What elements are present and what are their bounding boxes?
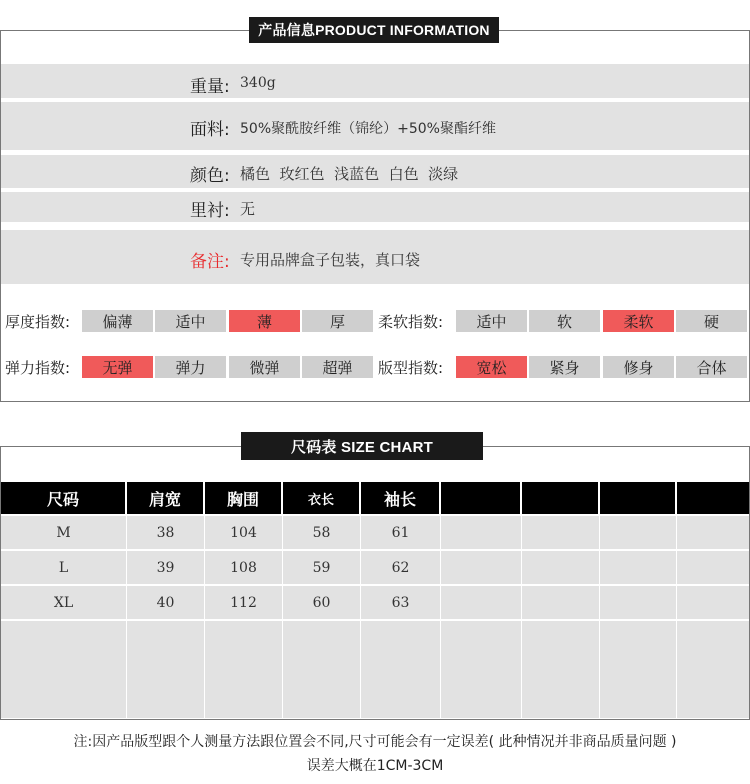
cell-empty	[283, 652, 361, 685]
cell-value: 59	[283, 551, 361, 584]
remark-label: 备注:	[190, 252, 230, 272]
cell-empty	[205, 685, 283, 718]
cell-empty	[283, 685, 361, 718]
header-size: 尺码	[1, 482, 127, 514]
cell-empty	[441, 685, 522, 718]
cell-empty	[361, 621, 441, 654]
cell-empty	[600, 685, 677, 718]
header-chest: 胸围	[205, 482, 283, 514]
cell-value: 104	[205, 516, 283, 549]
header-empty	[677, 482, 749, 514]
cell-empty	[522, 652, 600, 685]
weight-value: 340g	[240, 75, 276, 91]
fit-index-label: 版型指数:	[378, 359, 444, 377]
cell-empty	[127, 685, 205, 718]
info-band	[1, 192, 749, 222]
weight-label: 重量:	[190, 77, 230, 97]
lining-value: 无	[240, 200, 256, 218]
cell-empty	[677, 586, 749, 619]
header-empty	[600, 482, 677, 514]
softness-index-label: 柔软指数:	[378, 313, 444, 331]
lining-label: 里衬:	[190, 201, 230, 221]
elasticity-option-selected: 无弹	[82, 356, 153, 378]
info-band	[1, 64, 749, 98]
header-shoulder: 肩宽	[127, 482, 205, 514]
color-label: 颜色:	[190, 166, 230, 186]
cell-size: L	[1, 551, 127, 584]
cell-empty	[677, 685, 749, 718]
table-row	[1, 685, 749, 718]
cell-value: 108	[205, 551, 283, 584]
table-row	[1, 586, 749, 619]
elasticity-option: 弹力	[155, 356, 226, 378]
cell-value: 40	[127, 586, 205, 619]
cell-size: M	[1, 516, 127, 549]
cell-value: 38	[127, 516, 205, 549]
cell-empty	[677, 516, 749, 549]
fit-option: 合体	[676, 356, 747, 378]
fabric-label: 面料:	[190, 120, 230, 140]
table-row	[1, 551, 749, 584]
cell-value: 58	[283, 516, 361, 549]
fit-option: 紧身	[529, 356, 600, 378]
cell-value: 62	[361, 551, 441, 584]
cell-empty	[205, 652, 283, 685]
color-value: 橘色 玫红色 浅蓝色 白色 淡绿	[240, 165, 459, 183]
softness-option: 适中	[456, 310, 527, 332]
cell-empty	[1, 652, 127, 685]
cell-empty	[600, 652, 677, 685]
cell-empty	[600, 551, 677, 584]
cell-value: 112	[205, 586, 283, 619]
thickness-option: 适中	[155, 310, 226, 332]
size-table-header	[1, 482, 749, 514]
header-sleeve: 袖长	[361, 482, 441, 514]
cell-empty	[441, 516, 522, 549]
cell-empty	[441, 621, 522, 654]
cell-empty	[600, 621, 677, 654]
softness-option: 硬	[676, 310, 747, 332]
cell-empty	[127, 621, 205, 654]
cell-empty	[677, 652, 749, 685]
softness-option-selected: 柔软	[603, 310, 674, 332]
cell-value: 39	[127, 551, 205, 584]
cell-empty	[205, 621, 283, 654]
cell-empty	[441, 586, 522, 619]
cell-empty	[677, 551, 749, 584]
fit-option: 修身	[603, 356, 674, 378]
cell-value: 61	[361, 516, 441, 549]
elasticity-option: 超弹	[302, 356, 373, 378]
cell-value: 60	[283, 586, 361, 619]
size-disclaimer: 注:因产品版型跟个人测量方法跟位置会不同,尺寸可能会有一定误差( 此种情况并非商品质量问题 )	[73, 734, 677, 750]
cell-empty	[522, 551, 600, 584]
cell-empty	[677, 621, 749, 654]
elasticity-option: 微弹	[229, 356, 300, 378]
cell-empty	[1, 621, 127, 654]
thickness-option: 厚	[302, 310, 373, 332]
cell-value: 63	[361, 586, 441, 619]
header-empty	[441, 482, 522, 514]
cell-empty	[361, 652, 441, 685]
table-row	[1, 516, 749, 549]
cell-empty	[1, 685, 127, 718]
fit-option-selected: 宽松	[456, 356, 527, 378]
cell-empty	[522, 685, 600, 718]
thickness-option-selected: 薄	[229, 310, 300, 332]
thickness-index-label: 厚度指数:	[5, 313, 71, 331]
cell-empty	[283, 621, 361, 654]
header-empty	[522, 482, 600, 514]
cell-empty	[361, 685, 441, 718]
cell-size: XL	[1, 586, 127, 619]
cell-empty	[522, 621, 600, 654]
cell-empty	[600, 516, 677, 549]
cell-empty	[522, 516, 600, 549]
cell-empty	[600, 586, 677, 619]
softness-option: 软	[529, 310, 600, 332]
table-row	[1, 621, 749, 654]
fabric-value: 50%聚酰胺纤维（锦纶）+50%聚酯纤维	[240, 121, 496, 137]
elasticity-index-label: 弹力指数:	[5, 359, 71, 377]
thickness-option: 偏薄	[82, 310, 153, 332]
remark-value: 专用品牌盒子包装，真口袋	[240, 251, 421, 269]
size-chart-title: 尺码表 SIZE CHART	[241, 432, 483, 460]
table-row	[1, 652, 749, 685]
product-info-title: 产品信息PRODUCT INFORMATION	[249, 17, 499, 43]
cell-empty	[522, 586, 600, 619]
size-tolerance: 误差大概在1CM-3CM	[306, 758, 444, 774]
header-length: 衣长	[283, 482, 361, 514]
cell-empty	[441, 652, 522, 685]
cell-empty	[441, 551, 522, 584]
cell-empty	[127, 652, 205, 685]
